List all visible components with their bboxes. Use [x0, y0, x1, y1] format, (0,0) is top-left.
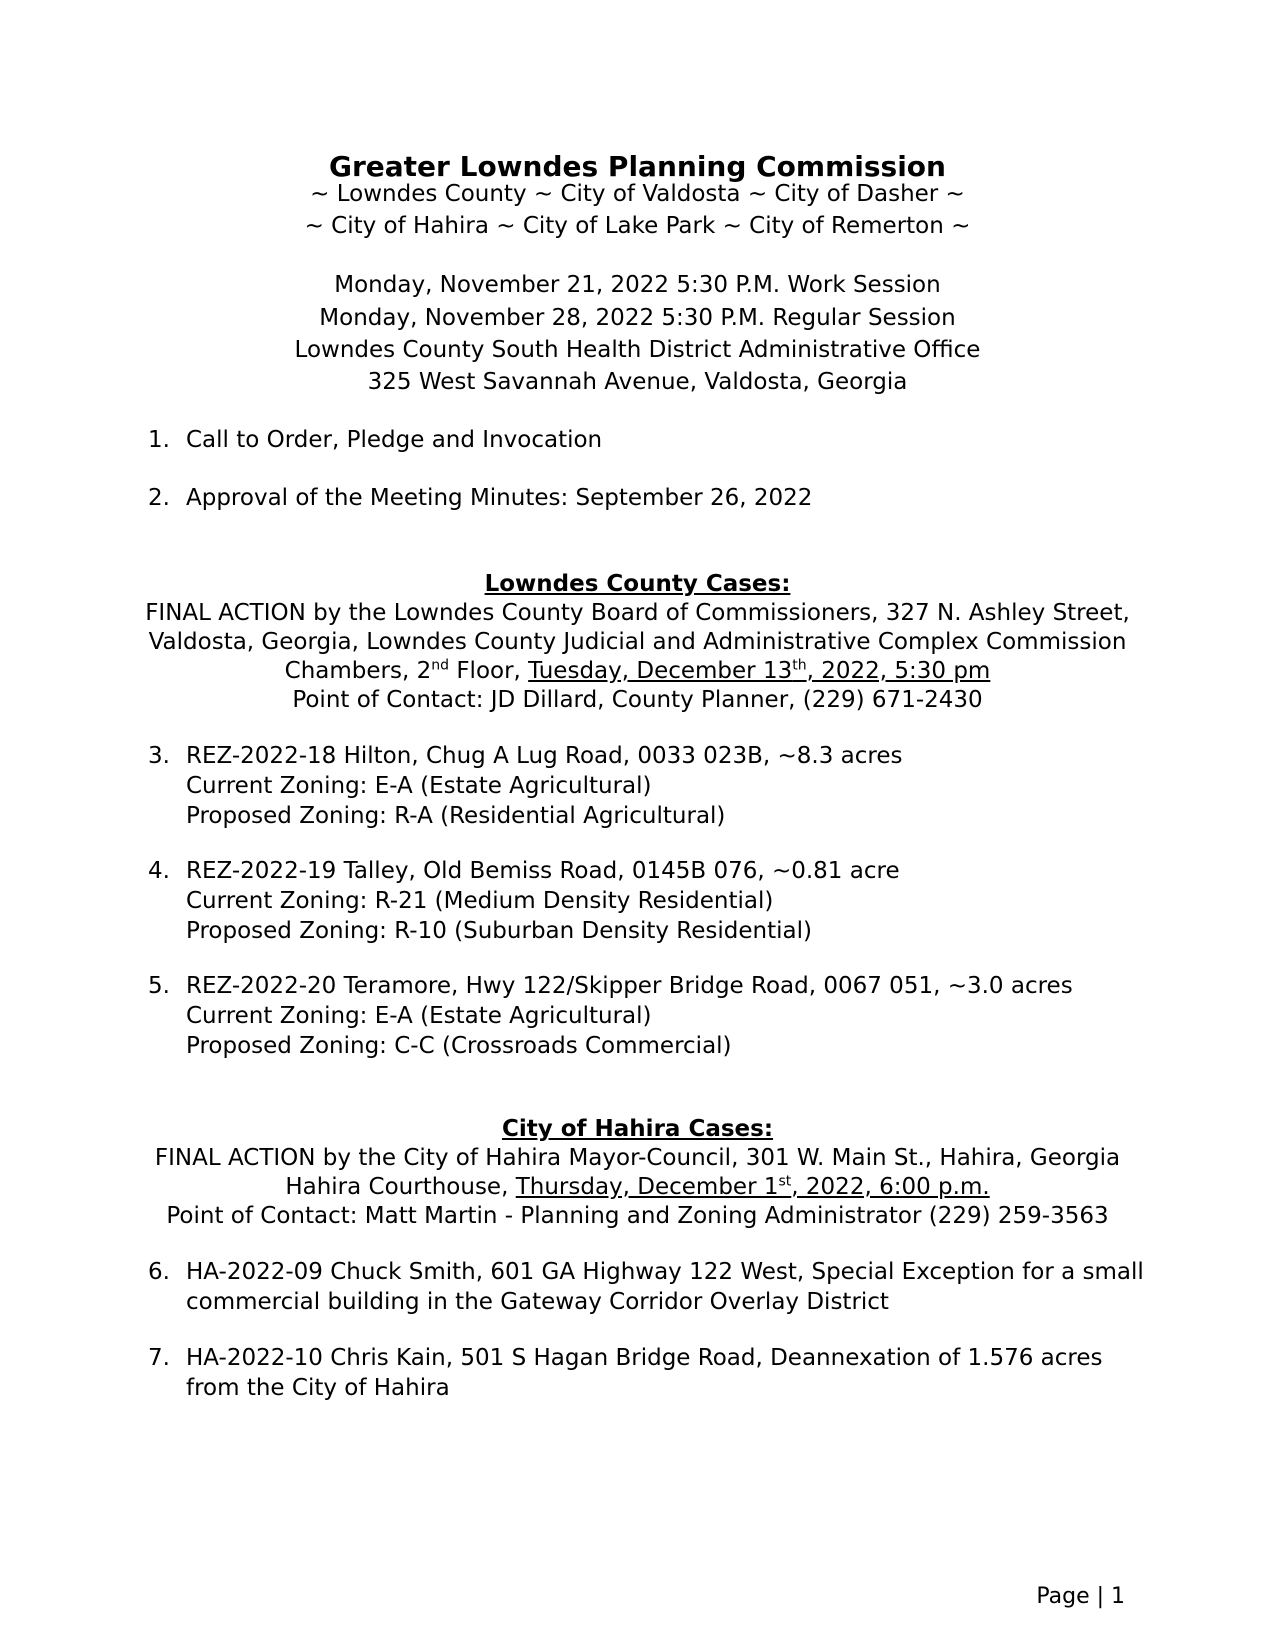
date-text: Tuesday, December 13	[528, 658, 793, 684]
current-zoning: Current Zoning: E-A (Estate Agricultural)	[186, 1003, 652, 1029]
agenda-item-6	[148, 1257, 1144, 1317]
agenda-item-4	[148, 856, 900, 946]
item-number: 4.	[148, 858, 170, 884]
lowndes-final-action-date	[528, 658, 990, 684]
item-text: HA-2022-10 Chris Kain, 501 S Hagan Bridge Road, Deannexation of 1.576 acres	[186, 1345, 1103, 1371]
jurisdictions-line-2: ~ City of Hahira ~ City of Lake Park ~ City of Remerton ~	[304, 213, 971, 239]
lowndes-final-action-line-2: Valdosta, Georgia, Lowndes County Judicial and Administrative Complex Commission	[148, 629, 1127, 655]
hahira-cases-heading: City of Hahira Cases:	[501, 1116, 774, 1142]
item-number: 1.	[148, 427, 170, 453]
agenda-item-5	[148, 971, 1073, 1061]
meeting-venue: Lowndes County South Health District Administrative Office	[294, 337, 981, 363]
hahira-final-action-line-2	[0, 1171, 1275, 1203]
item-text: REZ-2022-20 Teramore, Hwy 122/Skipper Bridge Road, 0067 051, ~3.0 acres	[186, 973, 1073, 999]
date-suffix: th	[792, 657, 807, 674]
lowndes-point-of-contact: Point of Contact: JD Dillard, County Planner, (229) 671-2430	[292, 687, 983, 713]
proposed-zoning: Proposed Zoning: C-C (Crossroads Commercial)	[186, 1033, 732, 1059]
lowndes-final-action-line-1: FINAL ACTION by the Lowndes County Board of Commissioners, 327 N. Ashley Street,	[145, 600, 1130, 626]
agenda-item-1	[148, 425, 602, 455]
hahira-final-action-line-1: FINAL ACTION by the City of Hahira Mayor-Council, 301 W. Main St., Hahira, Georgia	[154, 1145, 1121, 1171]
item-text-continued: commercial building in the Gateway Corridor Overlay District	[186, 1289, 889, 1315]
agenda-item-7	[148, 1343, 1102, 1403]
item-number: 7.	[148, 1345, 170, 1371]
jurisdictions-line-1: ~ Lowndes County ~ City of Valdosta ~ City of Dasher ~	[310, 181, 965, 207]
date-time-text: , 2022, 6:00 p.m.	[791, 1174, 990, 1200]
work-session-date: Monday, November 21, 2022 5:30 P.M. Work Session	[334, 272, 941, 298]
item-text: Call to Order, Pledge and Invocation	[186, 427, 603, 453]
regular-session-date: Monday, November 28, 2022 5:30 P.M. Regular Session	[319, 305, 956, 331]
agenda-item-2	[148, 483, 812, 513]
current-zoning: Current Zoning: R-21 (Medium Density Residential)	[186, 888, 774, 914]
item-text-continued: from the City of Hahira	[186, 1375, 450, 1401]
proposed-zoning: Proposed Zoning: R-A (Residential Agricultural)	[186, 803, 726, 829]
item-number: 5.	[148, 973, 170, 999]
date-text: Thursday, December 1	[515, 1174, 779, 1200]
item-number: 6.	[148, 1259, 170, 1285]
item-number: 3.	[148, 743, 170, 769]
floor-suffix: nd	[431, 657, 450, 674]
lowndes-final-action-line-3	[0, 655, 1275, 687]
date-suffix: st	[778, 1173, 792, 1190]
meeting-address: 325 West Savannah Avenue, Valdosta, Georgia	[367, 369, 908, 395]
chambers-text: Chambers, 2	[284, 658, 432, 684]
lowndes-cases-heading: Lowndes County Cases:	[484, 571, 791, 597]
page-number: Page | 1	[1036, 1584, 1125, 1609]
hahira-final-action-date	[516, 1174, 990, 1200]
hahira-point-of-contact: Point of Contact: Matt Martin - Planning and Zoning Administrator (229) 259-3563	[166, 1203, 1109, 1229]
item-text: Approval of the Meeting Minutes: September 26, 2022	[186, 485, 813, 511]
courthouse-text: Hahira Courthouse,	[285, 1174, 516, 1200]
document-title: Greater Lowndes Planning Commission	[329, 150, 946, 183]
agenda-item-3	[148, 741, 902, 831]
current-zoning: Current Zoning: E-A (Estate Agricultural)	[186, 773, 652, 799]
item-text: REZ-2022-19 Talley, Old Bemiss Road, 0145B 076, ~0.81 acre	[186, 858, 900, 884]
date-time-text: , 2022, 5:30 pm	[806, 658, 991, 684]
item-text: HA-2022-09 Chuck Smith, 601 GA Highway 122 West, Special Exception for a small	[186, 1259, 1144, 1285]
item-text: REZ-2022-18 Hilton, Chug A Lug Road, 0033 023B, ~8.3 acres	[186, 743, 903, 769]
proposed-zoning: Proposed Zoning: R-10 (Suburban Density Residential)	[186, 918, 812, 944]
floor-text: Floor,	[449, 658, 529, 684]
item-number: 2.	[148, 485, 170, 511]
